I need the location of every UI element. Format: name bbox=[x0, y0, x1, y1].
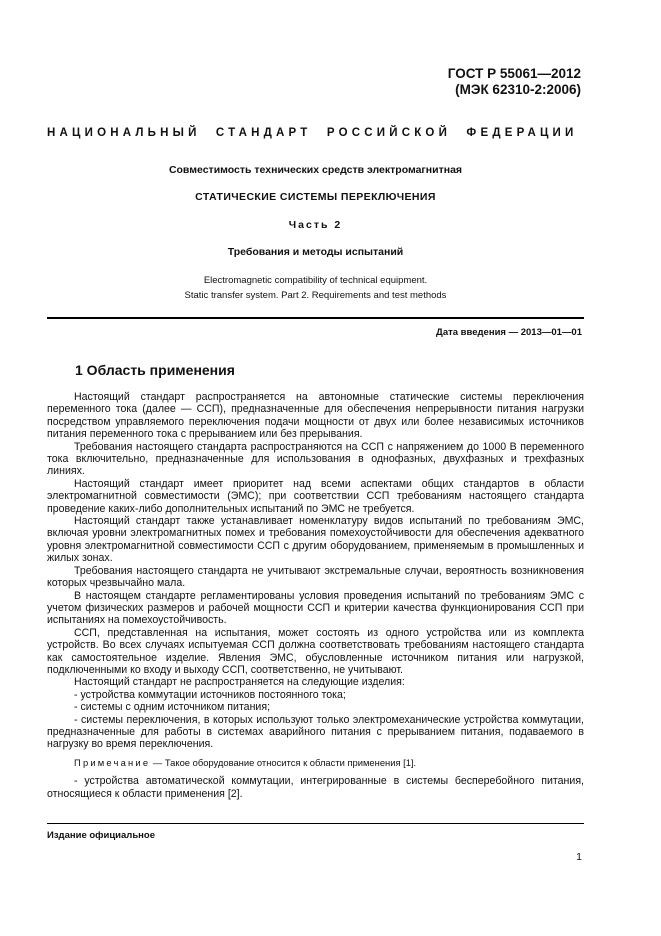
section-heading: 1 Область применения bbox=[75, 362, 235, 378]
list-item: - устройства коммутации источников постоянного тока; bbox=[74, 688, 346, 701]
list-item: - системы переключения, в которых используют только электромеханические устройства коммутации, предназначенные для работы в системах аварийного питания с прерыванием питания, подаваемого в нагрузку во время переключения. bbox=[47, 713, 584, 751]
list-item: - устройства автоматической коммутации, интегрированные в системы бесперебойного питания, относящиеся к области применения [2]. bbox=[47, 775, 584, 800]
page-number: 1 bbox=[576, 851, 582, 863]
iec-number: (МЭК 62310-2:2006) bbox=[455, 82, 581, 97]
section-body bbox=[47, 391, 584, 800]
paragraph: Требования настоящего стандарта не учитывают экстремальные случаи, вероятность возникновения которых чрезвычайно мала. bbox=[47, 564, 584, 590]
paragraph: Настоящий стандарт имеет приоритет над всеми аспектами общих стандартов в области электромагнитной совместимости (ЭМС); при соответствии ССП требованиям настоящего стандарта проведение каких-либо дополнительных испытаний по ЭМС не требуется. bbox=[47, 477, 584, 515]
edition-label: Издание официальное bbox=[47, 830, 155, 841]
title-english-line-1: Electromagnetic compatibility of technical equipment. bbox=[203, 275, 428, 286]
list-item: - системы с одним источником питания; bbox=[74, 701, 271, 714]
standard-header bbox=[448, 66, 581, 98]
introduction-date: Дата введения — 2013—01—01 bbox=[436, 327, 582, 338]
title-main: СТАТИЧЕСКИЕ СИСТЕМЫ ПЕРЕКЛЮЧЕНИЯ bbox=[195, 191, 436, 203]
standard-number: ГОСТ Р 55061—2012 bbox=[447, 66, 581, 81]
title-compatibility: Совместимость технических средств электромагнитная bbox=[168, 164, 463, 176]
paragraph: Настоящий стандарт распространяется на автономные статические системы переключения переменного тока (далее — ССП), предназначенные для обеспечения непрерывности питания нагрузки посредством управляемого переключения подачи мощности от двух или более независимых источников питания переменного тока с прерыванием или без прерывания. bbox=[47, 391, 584, 441]
paragraph: Настоящий стандарт также устанавливает номенклатуру видов испытаний по требованиям ЭМС, включая уровни электромагнитных помех и требования помехоустойчивости для обеспечения адекватного уровня электромагнитной совместимости ССП с другим оборудованием, применяемым в промышленных и жилых зонах. bbox=[47, 515, 584, 565]
paragraph: Настоящий стандарт не распространяется на следующие изделия: bbox=[74, 676, 405, 689]
note-label: Примечание bbox=[74, 756, 151, 768]
title-english-line-2: Static transfer system. Part 2. Requirements and test methods bbox=[184, 290, 447, 301]
paragraph: Требования настоящего стандарта распространяются на ССП с напряжением до 1000 В переменного тока включительно, предназначенные для использования в однофазных, двухфазных и трехфазных линиях. bbox=[47, 440, 584, 478]
footer-divider bbox=[47, 823, 584, 824]
national-standard-banner: НАЦИОНАЛЬНЫЙ СТАНДАРТ РОССИЙСКОЙ ФЕДЕРАЦИИ bbox=[47, 127, 578, 139]
note-text: — Такое оборудование относится к области применения [1]. bbox=[152, 756, 417, 768]
note bbox=[47, 757, 584, 769]
title-subtitle: Требования и методы испытаний bbox=[227, 246, 404, 258]
title-english bbox=[47, 273, 584, 303]
title-part: Часть 2 bbox=[288, 219, 343, 231]
paragraph: В настоящем стандарте регламентированы условия проведения испытаний по требованиям ЭМС с учетом физических размеров и рабочей мощности ССП и критерии качества функционирования ССП при испытаниях на помехоустойчивость. bbox=[47, 589, 584, 627]
paragraph: ССП, представленная на испытания, может состоять из одного устройства или из комплекта устройств. Во всех случаях испытуемая ССП должна соответствовать требованиям настоящего стандарта как самостоятельное изделие. Явления ЭМС, обусловленные источником питания или нагрузкой, подключенными ко входу и выходу ССП, соответственно, не учитывают. bbox=[47, 626, 584, 676]
title-divider bbox=[47, 317, 584, 319]
